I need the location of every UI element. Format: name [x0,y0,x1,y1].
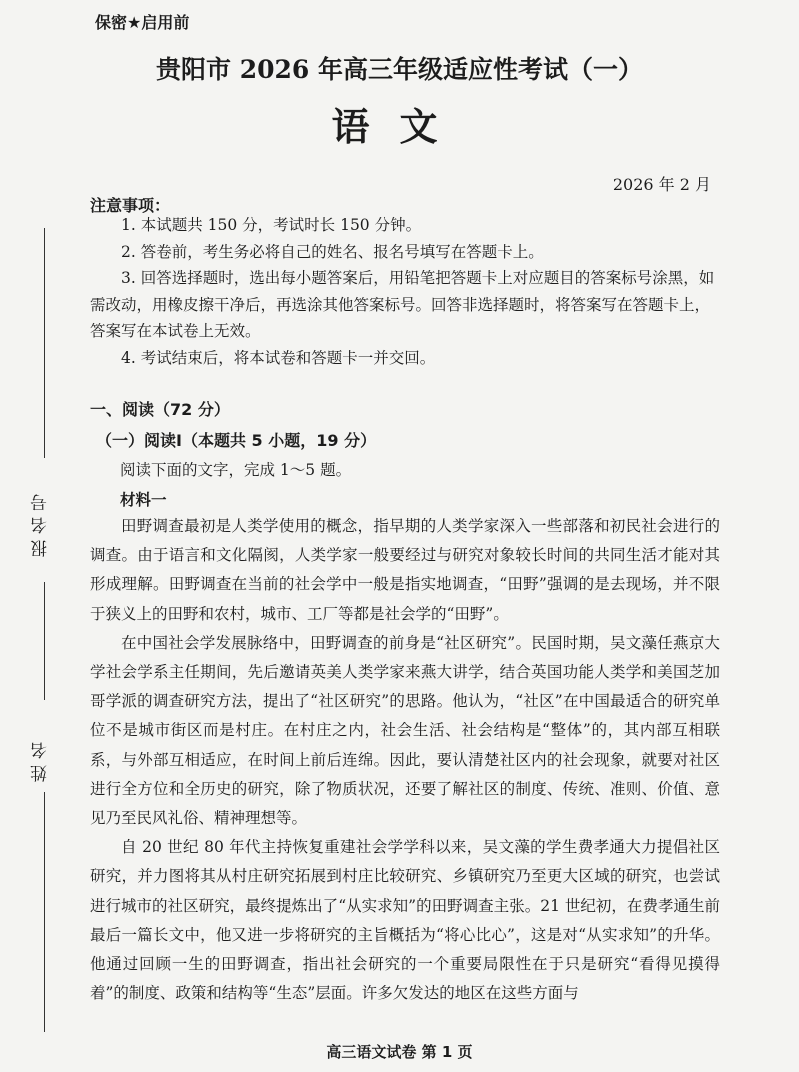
notice-item: 4. 考试结束后，将本试卷和答题卡一并交回。 [121,348,436,367]
subject-title: 语文 [331,104,468,149]
reading-instruction: 阅读下面的文字，完成 1～5 题。 [120,461,352,479]
exam-date: 2026 年 2 月 [612,175,711,194]
material-label: 材料一 [120,491,167,509]
notice-heading: 注意事项： [90,196,171,215]
page-footer [0,1041,799,1062]
binding-line-bottom [44,792,45,1032]
reading-passage [90,512,720,1008]
name-label: 姓名 [31,736,51,782]
notice-list [90,212,720,371]
notice-item: 1. 本试题共 150 分，考试时长 150 分钟。 [121,216,422,234]
subsection-title: （一）阅读Ⅰ（本题共 5 小题，19 分） [96,431,377,450]
exam-title: 贵阳市 2026 年高三年级适应性考试（一） [156,55,643,84]
confidential-badge: 保密★启用前 [95,13,190,32]
section-title: 一、阅读（72 分） [90,400,230,419]
passage-paragraph: 自 20 世纪 80 年代主持恢复重建社会学学科以来，吴文藻的学生费孝通大力提倡社区研究，并力图将其从村庄研究拓展到村庄比较研究、乡镇研究乃至更大区域的研究，也尝试进行城市的社区研究，最终提炼出了“从实求知”的田野调查主张。21 世纪初，在费孝通生前最后一篇长文中，他又进一步将研究的主旨概括为“将心比心”，这是对“从实求知”的升华。他通过回顾一生的田野调查，指出社会研究的一个重要局限性在于只是研究“看得见摸得着”的制度、政策和结构等“生态”层面。许多欠发达的地区在这些方面与 [90,838,720,1003]
notice-item: 3. 回答选择题时，选出每小题答案后，用铅笔把答题卡上对应题目的答案标号涂黑，如需改动，用橡皮擦干净后，再选涂其他答案标号。回答非选择题时，将答案写在答题卡上，答案写在本试卷上无效。 [90,269,715,340]
page-number: 第 1 页 [421,1043,473,1061]
footer-label: 高三语文试卷 [326,1043,417,1061]
passage-paragraph: 田野调查最初是人类学使用的概念，指早期的人类学家深入一些部落和初民社会进行的调查。由于语言和文化隔阂，人类学家一般要经过与研究对象较长时间的共同生活才能对其形成理解。田野调查在当前的社会学中一般是指实地调查，“田野”强调的是去现场，并不限于狭义上的田野和农村，城市、工厂等都是社会学的“田野”。 [90,517,720,623]
binding-line-middle [44,582,45,700]
passage-paragraph: 在中国社会学发展脉络中，田野调查的前身是“社区研究”。民国时期，吴文藻任燕京大学社会学系主任期间，先后邀请英美人类学家来燕大讲学，结合英国功能人类学和美国芝加哥学派的调查研究方法，提出了“社区研究”的思路。他认为，“社区”在中国最适合的研究单位不是城市街区而是村庄。在村庄之内，社会生活、社会结构是“整体”的，其内部互相联系，与外部互相适应，在时间上前后连绵。因此，要认清楚社区内的社会现象，就要对社区进行全方位和全历史的研究，除了物质状况，还要了解社区的制度、传统、准则、价值、意见乃至民风礼俗、精神理想等。 [90,633,720,828]
binding-line-top [44,228,45,458]
registration-number-label: 报名号 [31,488,51,557]
notice-item: 2. 答卷前，考生务必将自己的姓名、报名号填写在答题卡上。 [121,242,544,261]
